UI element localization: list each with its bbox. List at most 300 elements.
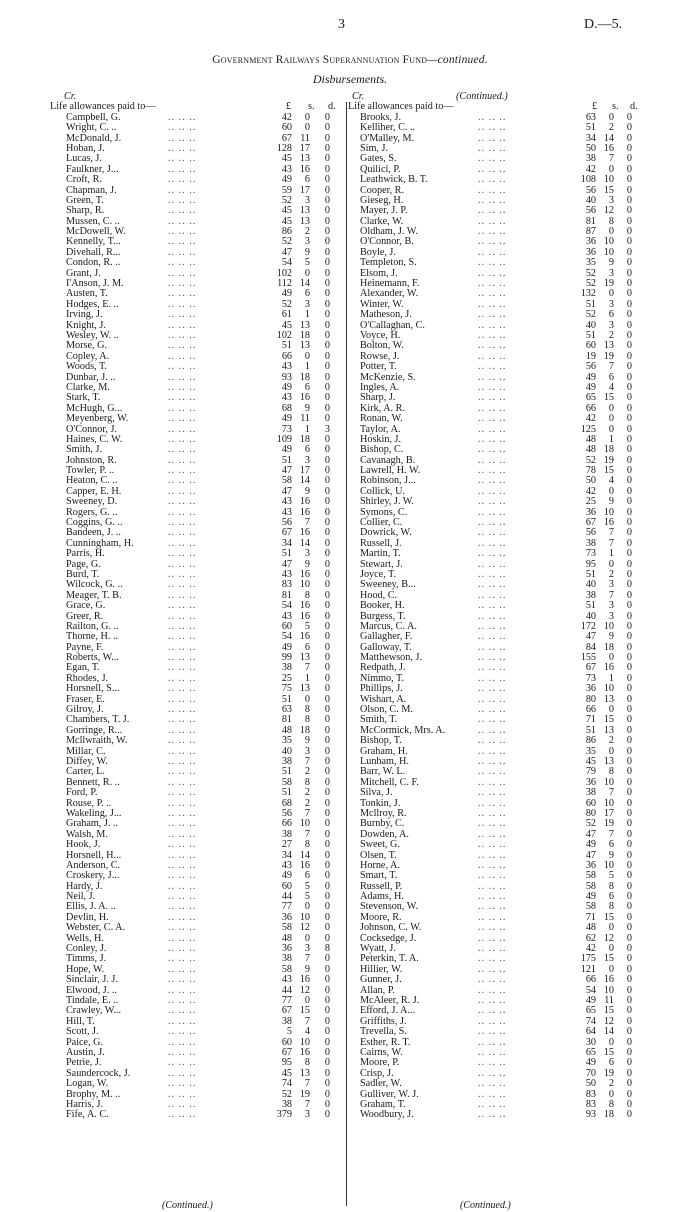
leader-dots: .. .. .. xyxy=(168,236,197,248)
name-cell: Tindale, E. .. xyxy=(66,994,119,1006)
name-cell: Egan, T. xyxy=(66,662,100,674)
pounds-cell: 49 xyxy=(281,444,292,456)
shillings-cell: 5 xyxy=(304,891,310,903)
shillings-cell: 8 xyxy=(608,766,614,778)
pounds-cell: 112 xyxy=(277,278,292,290)
name-cell: Fife, A. C. xyxy=(66,1109,109,1121)
leader-dots: .. .. .. xyxy=(168,693,197,705)
pounds-cell: 93 xyxy=(585,1109,596,1121)
shillings-cell: 16 xyxy=(299,974,310,986)
pounds-cell: 66 xyxy=(281,818,292,830)
pounds-cell: 95 xyxy=(281,1057,292,1069)
name-cell: Bishop, C. xyxy=(360,444,404,456)
shillings-cell: 19 xyxy=(603,1067,614,1079)
pence-cell: 0 xyxy=(324,1109,330,1121)
left-continued-note: (Continued.) xyxy=(162,1200,213,1211)
pence-cell: 0 xyxy=(626,288,632,300)
shillings-cell: 0 xyxy=(608,943,614,955)
pence-cell: 0 xyxy=(626,1088,632,1100)
pence-cell: 0 xyxy=(626,194,632,206)
pounds-cell: 51 xyxy=(281,693,292,705)
leader-dots: .. .. .. xyxy=(168,350,197,362)
name-cell: Heaton, C. .. xyxy=(66,475,118,487)
pence-cell: 0 xyxy=(324,901,330,913)
leader-dots: .. .. .. xyxy=(168,340,197,352)
name-cell: Railton, G. .. xyxy=(66,620,119,632)
name-cell: Russell, J. xyxy=(360,537,402,549)
pounds-cell: 47 xyxy=(281,465,292,477)
pounds-cell: 60 xyxy=(585,340,596,352)
leader-dots: .. .. .. xyxy=(168,454,197,466)
pounds-cell: 45 xyxy=(585,756,596,767)
pounds-cell: 125 xyxy=(580,423,596,435)
pound-header: £ xyxy=(592,101,598,113)
shillings-cell: 2 xyxy=(608,568,614,580)
name-cell: Chambers, T. J. xyxy=(66,714,130,726)
shillings-cell: 9 xyxy=(304,402,310,414)
shillings-cell: 2 xyxy=(304,797,310,809)
table-row xyxy=(50,123,344,133)
leader-dots: .. .. .. xyxy=(478,1036,507,1048)
pounds-cell: 84 xyxy=(585,641,596,653)
name-cell: McAleer, R. J. xyxy=(360,994,420,1006)
shillings-cell: 6 xyxy=(304,288,310,300)
name-cell: Quilici, P. xyxy=(360,163,401,175)
name-cell: Boyle, J. xyxy=(360,246,396,258)
name-cell: Gulliver, W. J. xyxy=(360,1088,419,1100)
leader-dots: .. .. .. xyxy=(478,579,507,591)
name-cell: Nimmo, T. xyxy=(360,672,405,684)
name-cell: Woodbury, J. xyxy=(360,1109,414,1121)
shillings-cell: 3 xyxy=(304,548,310,560)
pence-cell: 0 xyxy=(626,142,632,154)
name-cell: Rouse, P. .. xyxy=(66,797,112,809)
name-cell: Meyenberg, W. xyxy=(66,413,129,425)
title-continued: —continued. xyxy=(427,54,488,66)
pence-cell: 0 xyxy=(324,194,330,206)
name-cell: Conley, J. xyxy=(66,943,107,955)
pence-cell: 0 xyxy=(626,870,632,882)
leader-dots: .. .. .. xyxy=(168,610,197,622)
pence-cell: 0 xyxy=(324,174,330,186)
shillings-cell: 0 xyxy=(304,267,310,279)
leader-dots: .. .. .. xyxy=(478,631,507,643)
name-cell: Austin, J. xyxy=(66,1046,105,1058)
shillings-cell: 10 xyxy=(603,236,614,248)
name-cell: Hillier, W. xyxy=(360,963,403,975)
pounds-cell: 38 xyxy=(281,662,292,674)
leader-dots: .. .. .. xyxy=(478,527,507,539)
table-row xyxy=(50,601,344,611)
leader-dots: .. .. .. xyxy=(478,1015,507,1027)
pence-cell: 0 xyxy=(626,859,632,871)
name-cell: Wesley, W. .. xyxy=(66,329,119,341)
pounds-cell: 38 xyxy=(281,756,292,767)
name-cell: Burnby, C. xyxy=(360,818,405,830)
shillings-cell: 0 xyxy=(608,226,614,238)
leader-dots: .. .. .. xyxy=(478,662,507,674)
leader-dots: .. .. .. xyxy=(168,1109,197,1121)
name-cell: McHugh, G... xyxy=(66,402,123,414)
name-cell: Brooks, J. xyxy=(360,111,402,123)
shillings-cell: 13 xyxy=(299,683,310,695)
pence-cell: 0 xyxy=(324,839,330,851)
pence-cell: 0 xyxy=(324,683,330,695)
name-cell: Hoskin, J. xyxy=(360,433,402,445)
cr-label: Cr. xyxy=(352,91,365,102)
name-cell: Heinemann, F. xyxy=(360,278,420,290)
pence-cell: 0 xyxy=(324,444,330,456)
shillings-cell: 10 xyxy=(299,818,310,830)
pounds-cell: 102 xyxy=(276,267,292,279)
leader-dots: .. .. .. xyxy=(168,922,197,934)
pounds-cell: 42 xyxy=(281,111,292,123)
name-cell: Lucas, J. xyxy=(66,153,102,165)
pounds-cell: 44 xyxy=(281,984,292,996)
shillings-cell: 17 xyxy=(299,465,310,477)
pounds-cell: 40 xyxy=(585,610,596,622)
name-cell: Elsom, J. xyxy=(360,267,398,279)
pence-cell: 0 xyxy=(626,849,632,861)
pence-cell: 0 xyxy=(324,215,330,227)
shillings-cell: 0 xyxy=(304,932,310,944)
name-cell: Tonkin, J. xyxy=(360,797,401,809)
shillings-cell: 3 xyxy=(304,943,310,955)
pence-cell: 0 xyxy=(324,142,330,154)
shillings-cell: 10 xyxy=(603,174,614,186)
pence-cell: 0 xyxy=(626,735,632,747)
leader-dots: .. .. .. xyxy=(168,745,197,757)
shillings-cell: 7 xyxy=(304,1078,310,1090)
pence-cell: 0 xyxy=(626,392,632,404)
leader-dots: .. .. .. xyxy=(478,787,507,799)
pence-cell: 0 xyxy=(626,496,632,508)
shillings-cell: 7 xyxy=(608,153,614,165)
pence-cell: 0 xyxy=(626,984,632,996)
shillings-cell: 12 xyxy=(603,1015,614,1027)
leader-dots: .. .. .. xyxy=(478,828,507,840)
pounds-cell: 58 xyxy=(281,922,292,934)
shillings-cell: 0 xyxy=(608,111,614,123)
name-cell: Bandeen, J. .. xyxy=(66,527,121,539)
shillings-cell: 6 xyxy=(304,444,310,456)
shillings-cell: 8 xyxy=(608,215,614,227)
pounds-cell: 73 xyxy=(281,423,292,435)
shillings-cell: 6 xyxy=(608,309,614,321)
name-cell: Smith, T. xyxy=(360,714,398,726)
pence-cell: 0 xyxy=(324,381,330,393)
pounds-cell: 34 xyxy=(585,132,596,144)
pence-cell: 0 xyxy=(626,756,632,767)
shillings-cell: 17 xyxy=(299,184,310,196)
pence-cell: 0 xyxy=(324,433,330,445)
pounds-cell: 38 xyxy=(281,828,292,840)
leader-dots: .. .. .. xyxy=(478,620,507,632)
shillings-cell: 0 xyxy=(304,693,310,705)
name-cell: Hodges, E. .. xyxy=(66,298,119,310)
shillings-cell: 3 xyxy=(608,600,614,612)
name-cell: Stevenson, W. xyxy=(360,901,419,913)
pence-cell: 0 xyxy=(626,350,632,362)
pence-cell: 0 xyxy=(324,392,330,404)
pence-cell: 0 xyxy=(324,465,330,477)
pounds-cell: 38 xyxy=(281,1015,292,1027)
pence-cell: 0 xyxy=(626,1078,632,1090)
name-cell: Alexander, W. xyxy=(360,288,419,300)
pence-cell: 0 xyxy=(626,433,632,445)
shillings-cell: 7 xyxy=(304,662,310,674)
pounds-cell: 38 xyxy=(585,537,596,549)
name-cell: Mcllwraith, W. xyxy=(66,735,128,747)
name-cell: Devlin, H. xyxy=(66,911,109,923)
table-row xyxy=(344,601,646,611)
left-heading: Life allowances paid to— xyxy=(50,101,156,113)
pounds-cell: 121 xyxy=(580,963,596,975)
leader-dots: .. .. .. xyxy=(168,776,197,788)
leader-dots: .. .. .. xyxy=(478,122,507,134)
leader-dots: .. .. .. xyxy=(478,1088,507,1100)
name-cell: Smith, J. xyxy=(66,444,102,456)
leader-dots: .. .. .. xyxy=(168,901,197,913)
leader-dots: .. .. .. xyxy=(478,496,507,508)
leader-dots: .. .. .. xyxy=(478,1109,507,1121)
leader-dots: .. .. .. xyxy=(168,735,197,747)
pounds-cell: 45 xyxy=(281,153,292,165)
pounds-cell: 65 xyxy=(585,1046,596,1058)
pounds-cell: 61 xyxy=(281,309,292,321)
shillings-cell: 6 xyxy=(608,371,614,383)
pounds-cell: 47 xyxy=(281,558,292,570)
pounds-cell: 52 xyxy=(585,309,596,321)
pounds-cell: 102 xyxy=(276,329,292,341)
table-row xyxy=(344,788,646,798)
name-cell: O'Connor, B. xyxy=(360,236,414,248)
pence-cell: 0 xyxy=(626,672,632,684)
name-cell: Millar, C. xyxy=(66,745,106,757)
leader-dots: .. .. .. xyxy=(168,122,197,134)
shillings-cell: 3 xyxy=(608,194,614,206)
pence-cell: 0 xyxy=(324,662,330,674)
leader-dots: .. .. .. xyxy=(478,724,507,736)
name-cell: Phillips, J. xyxy=(360,683,403,695)
pence-cell: 0 xyxy=(626,641,632,653)
pence-cell: 0 xyxy=(626,911,632,923)
pounds-cell: 51 xyxy=(281,766,292,778)
pence-cell: 0 xyxy=(324,537,330,549)
shillings-cell: 7 xyxy=(608,589,614,601)
pence-cell: 0 xyxy=(324,236,330,248)
pounds-cell: 48 xyxy=(585,922,596,934)
leader-dots: .. .. .. xyxy=(478,184,507,196)
leader-dots: .. .. .. xyxy=(478,257,507,269)
shillings-cell: 0 xyxy=(608,922,614,934)
leader-dots: .. .. .. xyxy=(478,298,507,310)
pounds-cell: 63 xyxy=(585,111,596,123)
name-cell: Wilcock, G. .. xyxy=(66,579,123,591)
shillings-cell: 15 xyxy=(603,184,614,196)
leader-dots: .. .. .. xyxy=(168,153,197,165)
pounds-cell: 34 xyxy=(281,849,292,861)
shillings-cell: 0 xyxy=(304,901,310,913)
shillings-cell: 8 xyxy=(304,589,310,601)
leader-dots: .. .. .. xyxy=(168,683,197,695)
table-row xyxy=(50,788,344,798)
name-cell: Olsen, T. xyxy=(360,849,397,861)
leader-dots: .. .. .. xyxy=(168,1067,197,1079)
pounds-cell: 38 xyxy=(585,787,596,799)
name-cell: Sim, J. xyxy=(360,142,389,154)
name-cell: Sweet, G. xyxy=(360,839,400,851)
leader-dots: .. .. .. xyxy=(168,142,197,154)
shillings-cell: 8 xyxy=(304,1057,310,1069)
pence-cell: 0 xyxy=(324,163,330,175)
leader-dots: .. .. .. xyxy=(168,371,197,383)
name-cell: Dowden, A. xyxy=(360,828,409,840)
pounds-cell: 51 xyxy=(281,454,292,466)
pence-cell: 0 xyxy=(626,423,632,435)
shillings-cell: 1 xyxy=(304,361,310,373)
pence-cell: 0 xyxy=(324,319,330,331)
pence-cell: 0 xyxy=(626,620,632,632)
table-row xyxy=(344,1027,646,1037)
pounds-cell: 45 xyxy=(281,1067,292,1079)
pounds-cell: 51 xyxy=(585,568,596,580)
pounds-cell: 132 xyxy=(580,288,596,300)
pence-cell: 0 xyxy=(626,683,632,695)
shillings-cell: 7 xyxy=(304,1015,310,1027)
shillings-cell: 17 xyxy=(299,142,310,154)
shillings-cell: 19 xyxy=(603,454,614,466)
name-cell: Dunbar, J. .. xyxy=(66,371,116,383)
name-cell: Coggins, G. .. xyxy=(66,517,123,529)
leader-dots: .. .. .. xyxy=(168,392,197,404)
pounds-cell: 58 xyxy=(585,880,596,892)
shillings-cell: 2 xyxy=(304,766,310,778)
shillings-cell: 1 xyxy=(304,309,310,321)
name-cell: Austen, T. xyxy=(66,288,108,300)
leader-dots: .. .. .. xyxy=(168,994,197,1006)
shillings-cell: 0 xyxy=(608,402,614,414)
leader-dots: .. .. .. xyxy=(478,891,507,903)
name-cell: Olson, C. M. xyxy=(360,704,413,716)
pence-cell: 0 xyxy=(626,454,632,466)
pounds-cell: 62 xyxy=(585,932,596,944)
leader-dots: .. .. .. xyxy=(478,1098,507,1110)
pence-cell: 0 xyxy=(626,818,632,830)
pounds-cell: 67 xyxy=(281,1046,292,1058)
pence-cell: 0 xyxy=(626,589,632,601)
shillings-cell: 19 xyxy=(603,350,614,362)
name-cell: Stark, T. xyxy=(66,392,101,404)
name-cell: Greer, R. xyxy=(66,610,104,622)
leader-dots: .. .. .. xyxy=(478,735,507,747)
pounds-cell: 64 xyxy=(585,1026,596,1038)
pounds-cell: 34 xyxy=(281,537,292,549)
shillings-cell: 10 xyxy=(299,579,310,591)
shillings-cell: 0 xyxy=(608,745,614,757)
pound-header: £ xyxy=(286,101,292,113)
shillings-cell: 0 xyxy=(608,288,614,300)
pounds-cell: 60 xyxy=(281,620,292,632)
pence-cell: 0 xyxy=(324,288,330,300)
leader-dots: .. .. .. xyxy=(478,911,507,923)
name-cell: Chapman, J. xyxy=(66,184,117,196)
pence-cell: 0 xyxy=(626,122,632,134)
pounds-cell: 80 xyxy=(585,807,596,819)
shillings-cell: 7 xyxy=(608,537,614,549)
shillings-cell: 6 xyxy=(304,174,310,186)
table-row xyxy=(50,362,344,372)
shillings-cell: 1 xyxy=(608,548,614,560)
shillings-cell: 11 xyxy=(300,413,310,425)
leader-dots: .. .. .. xyxy=(478,714,507,726)
name-cell: Efford, J. A... xyxy=(360,1005,415,1017)
name-cell: Thorne, H. .. xyxy=(66,631,119,643)
shillings-cell: 8 xyxy=(608,1098,614,1110)
leader-dots: .. .. .. xyxy=(168,558,197,570)
leader-dots: .. .. .. xyxy=(478,475,507,487)
continued-label: (Continued.) xyxy=(456,91,508,102)
name-cell: O'Callaghan, C. xyxy=(360,319,425,331)
name-cell: Rowse, J. xyxy=(360,350,400,362)
name-cell: Dowrick, W. xyxy=(360,527,412,539)
name-cell: Sadler, W. xyxy=(360,1078,402,1090)
pence-cell: 0 xyxy=(626,340,632,352)
leader-dots: .. .. .. xyxy=(478,683,507,695)
leader-dots: .. .. .. xyxy=(478,329,507,341)
leader-dots: .. .. .. xyxy=(478,226,507,238)
pence-cell: 0 xyxy=(324,506,330,518)
leader-dots: .. .. .. xyxy=(168,163,197,175)
leader-dots: .. .. .. xyxy=(478,766,507,778)
leader-dots: .. .. .. xyxy=(478,444,507,456)
pence-cell: 0 xyxy=(626,922,632,934)
name-cell: Redpath, J. xyxy=(360,662,406,674)
shillings-cell: 0 xyxy=(608,423,614,435)
leader-dots: .. .. .. xyxy=(168,963,197,975)
pounds-cell: 30 xyxy=(585,1036,596,1048)
table-row xyxy=(344,1079,646,1089)
shillings-cell: 12 xyxy=(299,922,310,934)
pounds-cell: 74 xyxy=(585,1015,596,1027)
leader-dots: .. .. .. xyxy=(168,974,197,986)
leader-dots: .. .. .. xyxy=(478,153,507,165)
document-reference: D.—5. xyxy=(584,17,623,32)
name-cell: Carter, L. xyxy=(66,766,105,778)
pounds-cell: 36 xyxy=(585,859,596,871)
leader-dots: .. .. .. xyxy=(168,579,197,591)
pence-cell: 0 xyxy=(626,444,632,456)
pounds-cell: 73 xyxy=(585,548,596,560)
name-cell: Griffiths, J. xyxy=(360,1015,407,1027)
pence-cell: 8 xyxy=(324,943,330,955)
shillings-cell: 0 xyxy=(608,1036,614,1048)
pence-cell: 0 xyxy=(626,205,632,217)
pence-cell: 0 xyxy=(324,1057,330,1069)
leader-dots: .. .. .. xyxy=(168,1015,197,1027)
name-cell: Mcllroy, R. xyxy=(360,807,407,819)
leader-dots: .. .. .. xyxy=(168,724,197,736)
table-row xyxy=(344,840,646,850)
shillings-cell: 12 xyxy=(299,984,310,996)
leader-dots: .. .. .. xyxy=(168,620,197,632)
name-cell: Cavanagh, B. xyxy=(360,454,416,466)
left-column xyxy=(50,92,344,1121)
pounds-cell: 109 xyxy=(276,433,292,445)
pounds-cell: 43 xyxy=(281,974,292,986)
shillings-cell: 7 xyxy=(608,361,614,373)
pounds-cell: 50 xyxy=(585,142,596,154)
